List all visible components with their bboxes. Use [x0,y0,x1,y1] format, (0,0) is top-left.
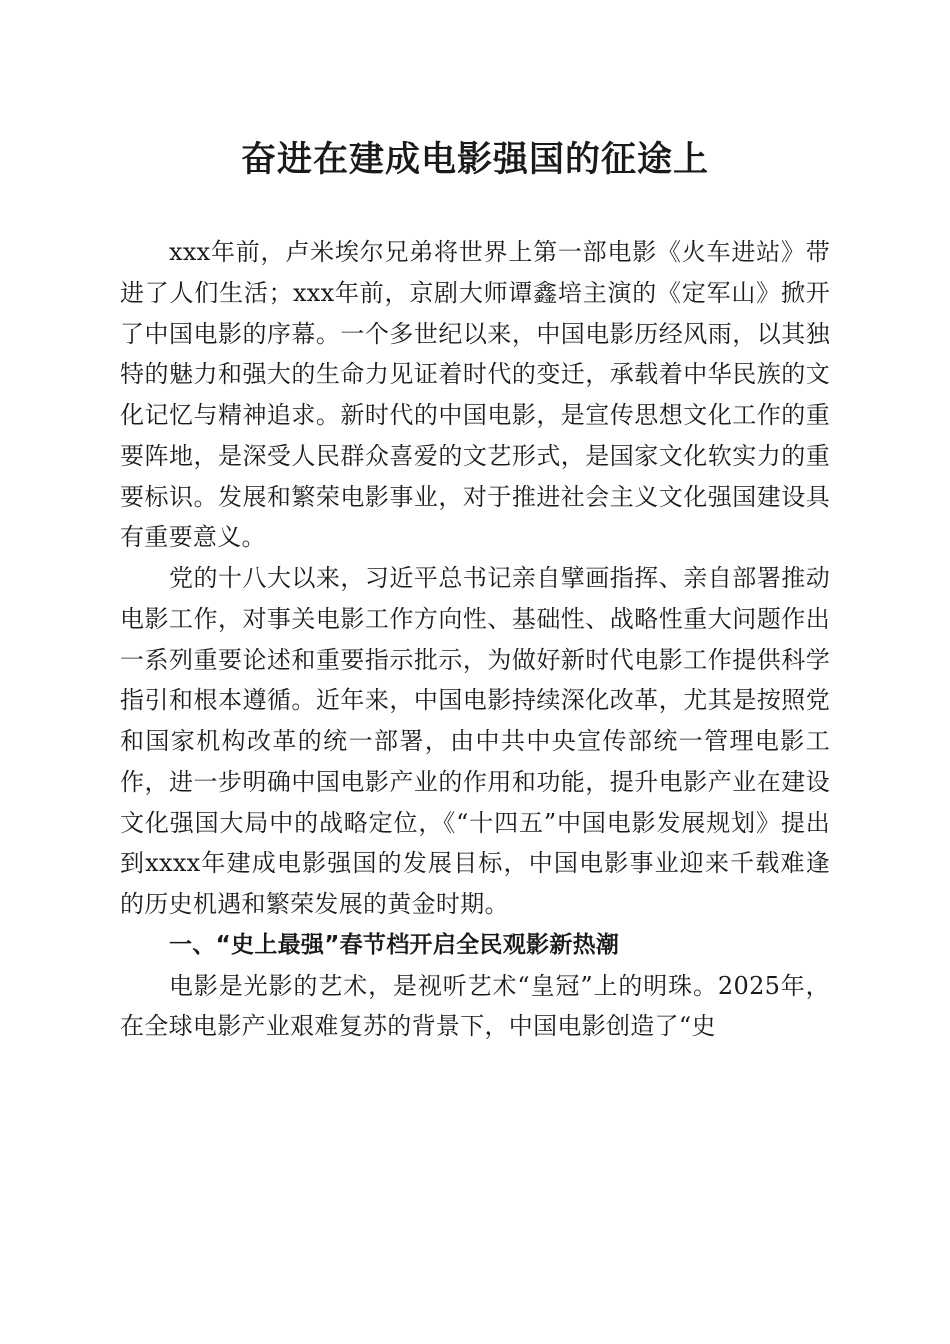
paragraph-policy: 党的十八大以来，习近平总书记亲自擘画指挥、亲自部署推动电影工作，对事关电影工作方向性、基础性、战略性重大问题作出一系列重要论述和重要指示批示，为做好新时代电影工作提供科学指引和根本遵循。近年来，中国电影持续深化改革，尤其是按照党和国家机构改革的统一部署，由中共中央宣传部统一管理电影工作，进一步明确中国电影产业的作用和功能，提升电影产业在建设文化强国大局中的战略定位，《“十四五”中国电影发展规划》提出到xxxx年建成电影强国的发展目标，中国电影事业迎来千载难逢的历史机遇和繁荣发展的黄金时期。 [120,564,830,918]
paragraph-intro: xxx年前，卢米埃尔兄弟将世界上第一部电影《火车进站》带进了人们生活；xxx年前，京剧大师谭鑫培主演的《定军山》掀开了中国电影的序幕。一个多世纪以来，中国电影历经风雨，以其独特的魅力和强大的生命力见证着时代的变迁，承载着中华民族的文化记忆与精神追求。新时代的中国电影，是宣传思想文化工作的重要阵地，是深受人民群众喜爱的文艺形式，是国家文化软实力的重要标识。发展和繁荣电影事业，对于推进社会主义文化强国建设具有重要意义。 [120,238,830,552]
document-body [120,232,830,1047]
document-title: 奋进在建成电影强国的征途上 [240,139,709,180]
section-heading: 一、“史上最强”春节档开启全民观影新热潮 [169,931,620,958]
paragraph-section-one: 电影是光影的艺术，是视听艺术“皇冠”上的明珠。2025年，在全球电影产业艰难复苏的背景下，中国电影创造了“史 [120,971,830,1041]
